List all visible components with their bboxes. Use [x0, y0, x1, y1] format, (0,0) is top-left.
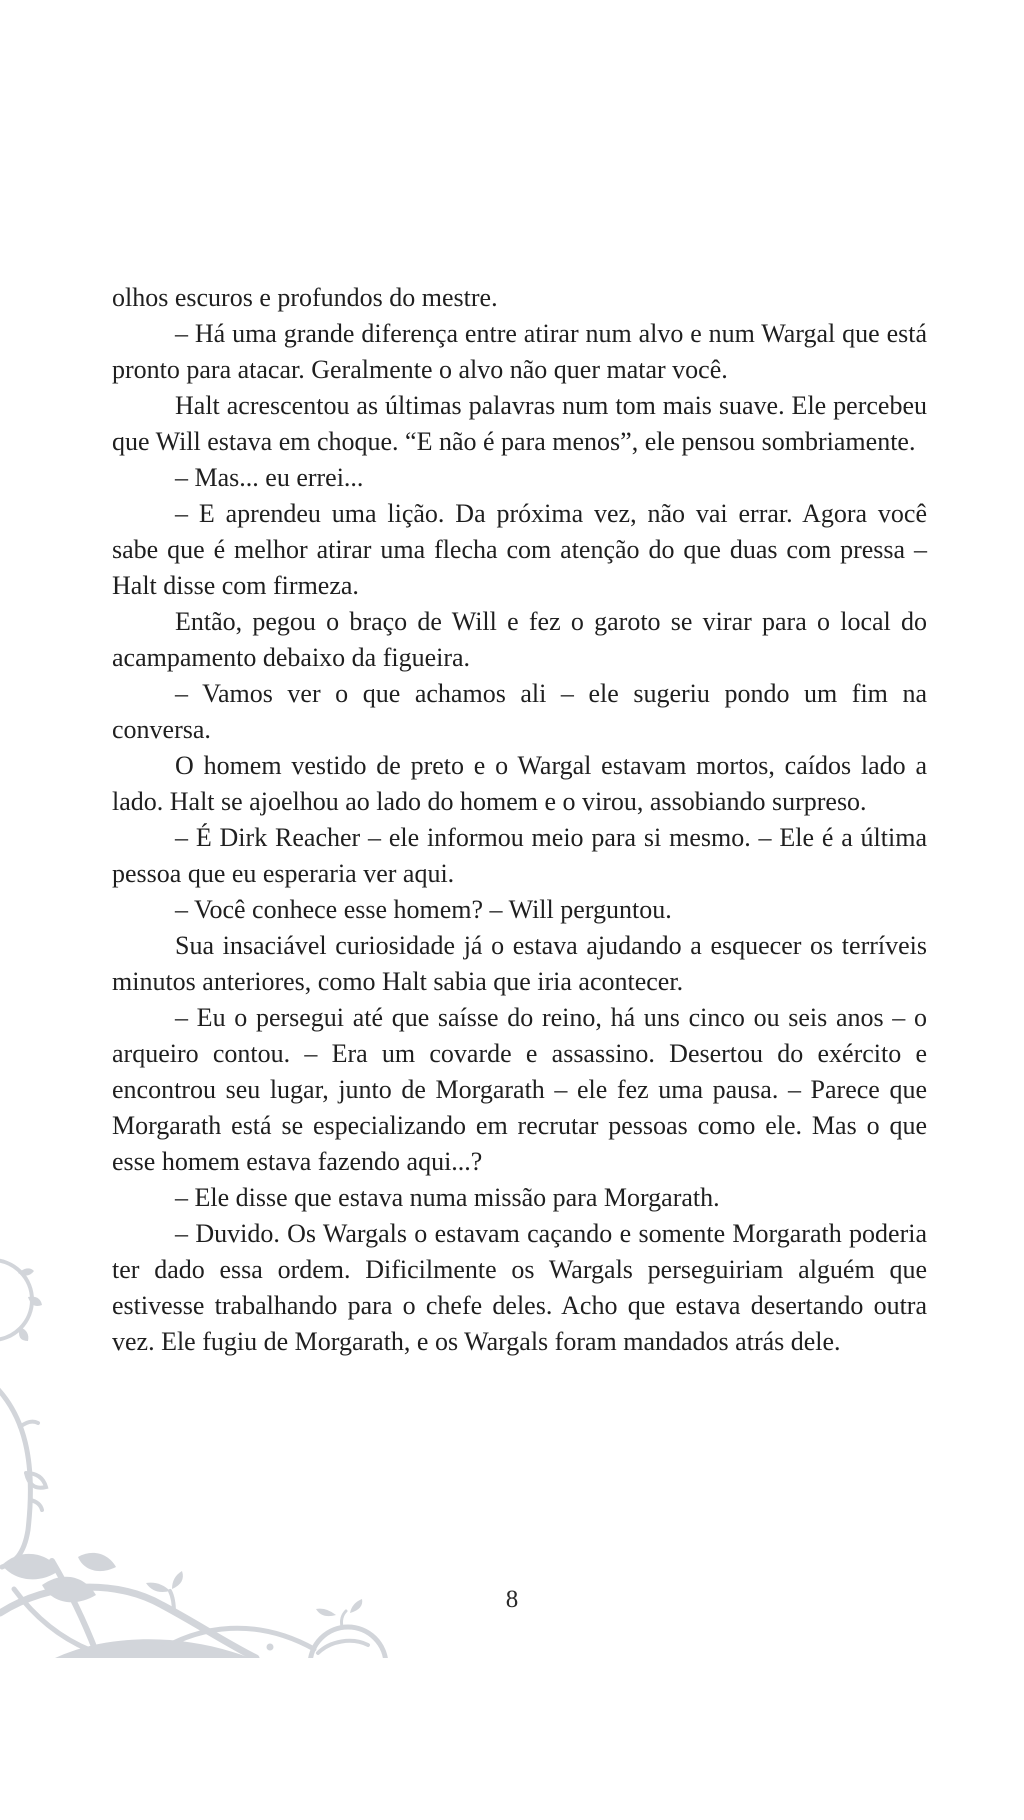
paragraph: Halt acrescentou as últimas palavras num tom mais suave. Ele percebeu que Will estava em choque. “E não é para menos”, ele pensou sombriamente.	[112, 391, 927, 456]
paragraph: O homem vestido de preto e o Wargal estavam mortos, caídos lado a lado. Halt se ajoelhou ao lado do homem e o virou, assobiando surpreso.	[112, 751, 927, 816]
paragraph: Sua insaciável curiosidade já o estava ajudando a esquecer os terríveis minutos anteriores, como Halt sabia que iria acontecer.	[112, 931, 927, 996]
page-number: 8	[505, 1586, 519, 1613]
paragraph: – Há uma grande diferença entre atirar num alvo e num Wargal que está pronto para atacar. Geralmente o alvo não quer matar você.	[112, 319, 927, 384]
paragraph: – Duvido. Os Wargals o estavam caçando e somente Morgarath poderia ter dado essa ordem. Dificilmente os Wargals perseguiriam alguém que estivesse trabalhando para o chefe deles. Acho que estava desertando outra vez. Ele fugiu de Morgarath, e os Wargals foram mandados atrás dele.	[112, 1219, 927, 1356]
paragraph: – Mas... eu errei...	[175, 463, 364, 492]
text-block	[112, 280, 927, 1360]
paragraph: – Você conhece esse homem? – Will perguntou.	[175, 895, 672, 924]
paragraph: – Ele disse que estava numa missão para Morgarath.	[175, 1183, 720, 1212]
paragraph: – É Dirk Reacher – ele informou meio para si mesmo. – Ele é a última pessoa que eu esperaria ver aqui.	[112, 823, 927, 888]
paragraph: – Vamos ver o que achamos ali – ele sugeriu pondo um fim na conversa.	[112, 679, 927, 744]
paragraph: – E aprendeu uma lição. Da próxima vez, não vai errar. Agora você sabe que é melhor atirar uma flecha com atenção do que duas com pressa – Halt disse com firmeza.	[112, 499, 927, 600]
paragraph: Então, pegou o braço de Will e fez o garoto se virar para o local do acampamento debaixo da figueira.	[112, 607, 927, 672]
paragraph: – Eu o persegui até que saísse do reino, há uns cinco ou seis anos – o arqueiro contou. – Era um covarde e assassino. Desertou do exército e encontrou seu lugar, junto de Morgarath – ele fez uma pausa. – Parece que Morgarath está se especializando em recrutar pessoas como ele. Mas o que esse homem estava fazendo aqui...?	[112, 1003, 927, 1176]
paragraph: olhos escuros e profundos do mestre.	[112, 283, 498, 312]
